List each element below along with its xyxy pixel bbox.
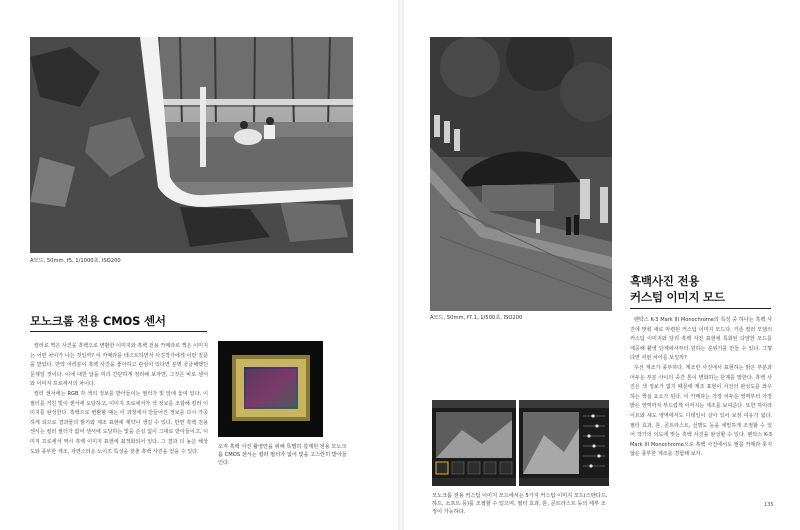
left-title-rule — [30, 331, 207, 332]
right-section-title-line: 커스텀 이미지 모드 — [630, 289, 725, 304]
right-section-title — [630, 274, 725, 305]
custom-image-menu-screenshot — [432, 400, 516, 486]
left-body-text — [30, 342, 208, 457]
page-gutter — [398, 0, 404, 530]
right-body-paragraph: 펜탁스 K-3 Mark III Monochrome의 특징 중 하나는 흑백 사진에 맞춰 새로 마련된 커스텀 이미지 모드다. 기존 컬러 모델의 커스텀 이미지와 달리 흑백 사진 표현에 특화된 다양한 모드를 제공해 촬영 단계에서부터 원하는 분위기를 만들 수 있다. 그렇다면 어떤 차이를 보일까? — [630, 317, 772, 362]
sensor-photo-image — [218, 341, 323, 437]
fortress-photo-caption: A모드, 50mm, f7.1, 1/500초, ISO200 — [430, 315, 523, 321]
page-number: 135 — [764, 502, 774, 508]
custom-image-menu-image — [432, 400, 516, 486]
left-body-paragraph: 컬러로 찍은 사진을 흑백으로 변환한 이미지와 흑백 전용 카메라로 찍은 이미지는 어떤 차이가 나는 것일까? 이 카메라를 테스트하면서 사진작가에게 이런 질문을 받았다. 만약 여러분이 흑백 사진을 좋아하고 관심이 있다면 분명 궁금해했던 문제일 것이다. 이에 대한 답을 미리 간단하게 정리해 보자면, 그것은 바로 센서와 이미지 프로세서의 차이다. — [30, 343, 208, 388]
right-body-paragraph: 우선 계조가 풍부하다. 계조란 사진에서 표현하는 밝은 부분과 어두운 부분 사이의 중간 톤이 변화하는 단계를 말한다. 흑백 사진은 색 정보가 없기 때문에 계조 표현이 사진의 완성도를 좌우하는 핵심 요소가 된다. 이 카메라는 가장 어두운 영역부터 가장 밝은 영역까지 부드럽게 이어지는 계조를 보여준다. 또한 하이라이트와 섀도 영역에서도 디테일이 살아 있어 보정 여유가 넓다. 필터 효과, 톤, 콘트라스트, 선명도 등을 세밀하게 조절할 수 있어 작가의 의도에 맞는 흑백 사진을 완성할 수 있다. 펜탁스 K-3 Mark III Monochrome으로 흑백 사진에서도 필름 카메라 못지않은 풍부한 계조를 경험해 보자. — [630, 364, 772, 458]
right-body-text — [630, 316, 772, 460]
left-section-title: 모노크롬 전용 CMOS 센서 — [30, 314, 166, 328]
fortress-photo-image — [430, 37, 612, 311]
park-photo-image — [30, 37, 353, 253]
custom-image-caption: 모노크롬 전용 커스텀 이미지 모드에서는 5가지 커스텀 이미지 모드(스탠다드, 하드, 소프트 등)를 조절할 수 있으며, 필터 효과, 톤, 콘트라스트 등의 세부 조정이 가능하다. — [432, 493, 608, 515]
park-photo — [30, 37, 353, 253]
right-section-title-line: 흑백사진 전용 — [630, 274, 700, 288]
parameter-adjust-screenshot — [519, 400, 609, 486]
left-body-paragraph: 컬러 센서에는 RGB 각 색의 정보를 받아들이는 필터가 빛 앞에 놓여 있다. 이 필터를 거친 빛이 센서에 도달하고, 이미지 프로세서가 색 정보를 조합해 컬러 이미지를 완성한다. 흑백으로 변환할 때는 이 과정에서 만들어진 정보를 다시 가공하게 되므로 결과물의 밝기와 계조 표현에 제약이 생길 수 있다. 반면 흑백 전용 센서는 컬러 필터가 없어 센서에 도달하는 빛을 손실 없이 그대로 받아들이고, 이미지 프로세서 역시 흑백 이미지 표현에 최적화되어 있다. 그 결과 더 높은 해상도와 풍부한 계조, 자연스러운 노이즈 특성을 갖춘 흑백 사진을 얻을 수 있다. — [30, 390, 208, 455]
parameter-adjust-image — [519, 400, 609, 486]
right-title-rule — [630, 308, 771, 309]
park-photo-caption: A모드, 50mm, f5, 1/1000초, ISO200 — [30, 258, 121, 264]
sensor-photo — [218, 341, 323, 437]
sensor-photo-caption: 오직 흑백 사진 촬영만을 위해 특별히 설계된 전용 모노크롬 CMOS 센서는 컬러 필터가 없어 빛을 고스란히 받아들인다. — [218, 444, 347, 466]
fortress-photo — [430, 37, 612, 311]
